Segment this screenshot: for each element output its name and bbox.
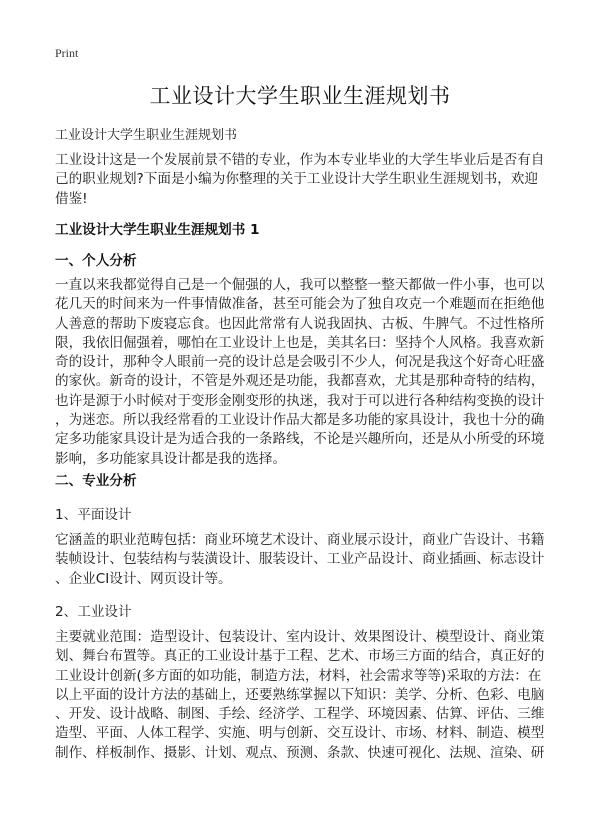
text-line: 划、舞台布置等。真正的工业设计基于工程、艺术、市场三方面的结合，真正好的 [55, 648, 545, 665]
text-line: 人善意的帮助下废寝忘食。也因此常常有人说我固执、古板、牛脾气。不过性格所 [55, 315, 545, 332]
personal-analysis-paragraph [55, 276, 555, 469]
text-line: 定多功能家具设计是为适合我的一条路线，不论是兴趣所向，还是从小所受的环境 [55, 431, 545, 448]
text-line: 的家伙。新奇的设计，不管是外观还是功能，我都喜欢，尤其是那种奇特的结构， [55, 373, 545, 390]
section-heading-personal: 一、个人分析 [55, 253, 137, 269]
document-subtitle: 工业设计大学生职业生涯规划书 [55, 128, 238, 143]
text-line: 花几天的时间来为一件事情做准备，甚至可能会为了独自攻克一个难题而在拒绝他 [55, 296, 545, 313]
text-line: 借鉴! [55, 190, 88, 207]
text-line: 奇的设计，那种令人眼前一亮的设计总是会吸引不少人，何况是我这个好奇心旺盛 [55, 354, 545, 371]
industrial-design-paragraph [55, 628, 555, 763]
text-line: 装帧设计、包装结构与装潢设计、服装设计、工业产品设计、商业插画、标志设计 [55, 551, 545, 568]
text-line: 、企业CI设计、网页设计等。 [55, 570, 232, 587]
subsection-heading-industrial: 2、工业设计 [55, 604, 132, 620]
text-line: 工业设计创新(多方面的如功能，制造方法，材料，社会需求等等)采取的方法：在 [55, 667, 542, 684]
text-line: ，为迷恋。所以我经常看的工业设计作品大都是多功能的家具设计，我也十分的确 [55, 412, 545, 429]
text-line: 、开发、设计战略、制图、手绘、经济学、工程学、环境因素、估算、评估、三维 [55, 706, 545, 723]
text-line: 主要就业范围：造型设计、包装设计、室内设计、效果图设计、模型设计、商业策 [55, 629, 545, 645]
document-title: 工业设计大学生职业生涯规划书 [149, 84, 451, 108]
text-line: 造型、平面、人体工程学、实施、明与创新、交互设计、市场、材料、制造、模型 [55, 725, 545, 742]
subsection-heading-graphic: 1、平面设计 [55, 507, 132, 523]
text-line: 制作、样板制作、摄影、计划、观点、预测、条款、快速可视化、法规、渲染、研 [55, 744, 545, 761]
text-line: 影响，多功能家具设计都是我的选择。 [55, 450, 287, 467]
text-line: 工业设计这是一个发展前景不错的专业，作为本专业毕业的大学生毕业后是否有自 [55, 152, 545, 168]
text-line: 它涵盖的职业范畴包括：商业环境艺术设计、商业展示设计，商业广告设计、书籍 [55, 532, 545, 548]
section-heading-major: 二、专业分析 [55, 473, 137, 489]
intro-paragraph [55, 151, 555, 209]
graphic-design-paragraph [55, 531, 555, 589]
text-line: 也许是源于小时候对于变形金刚变形的执迷，我对于可以进行各种结构变换的设计 [55, 392, 545, 409]
text-line: 己的职业规划?下面是小编为你整理的关于工业设计大学生职业生涯规划书，欢迎 [55, 171, 538, 188]
print-label: Print [55, 46, 79, 60]
text-line: 以上平面的设计方法的基础上，还要熟练掌握以下知识：美学、分析、色彩、电脑 [55, 686, 545, 703]
text-line: 限，我依旧倔强着，哪怕在工业设计上也是，美其名曰：坚持个人风格。我喜欢新 [55, 334, 545, 351]
article-heading: 工业设计大学生职业生涯规划书 1 [55, 222, 260, 238]
text-line: 一直以来我都觉得自己是一个倔强的人，我可以整整一整天都做一件小事，也可以 [55, 277, 545, 293]
